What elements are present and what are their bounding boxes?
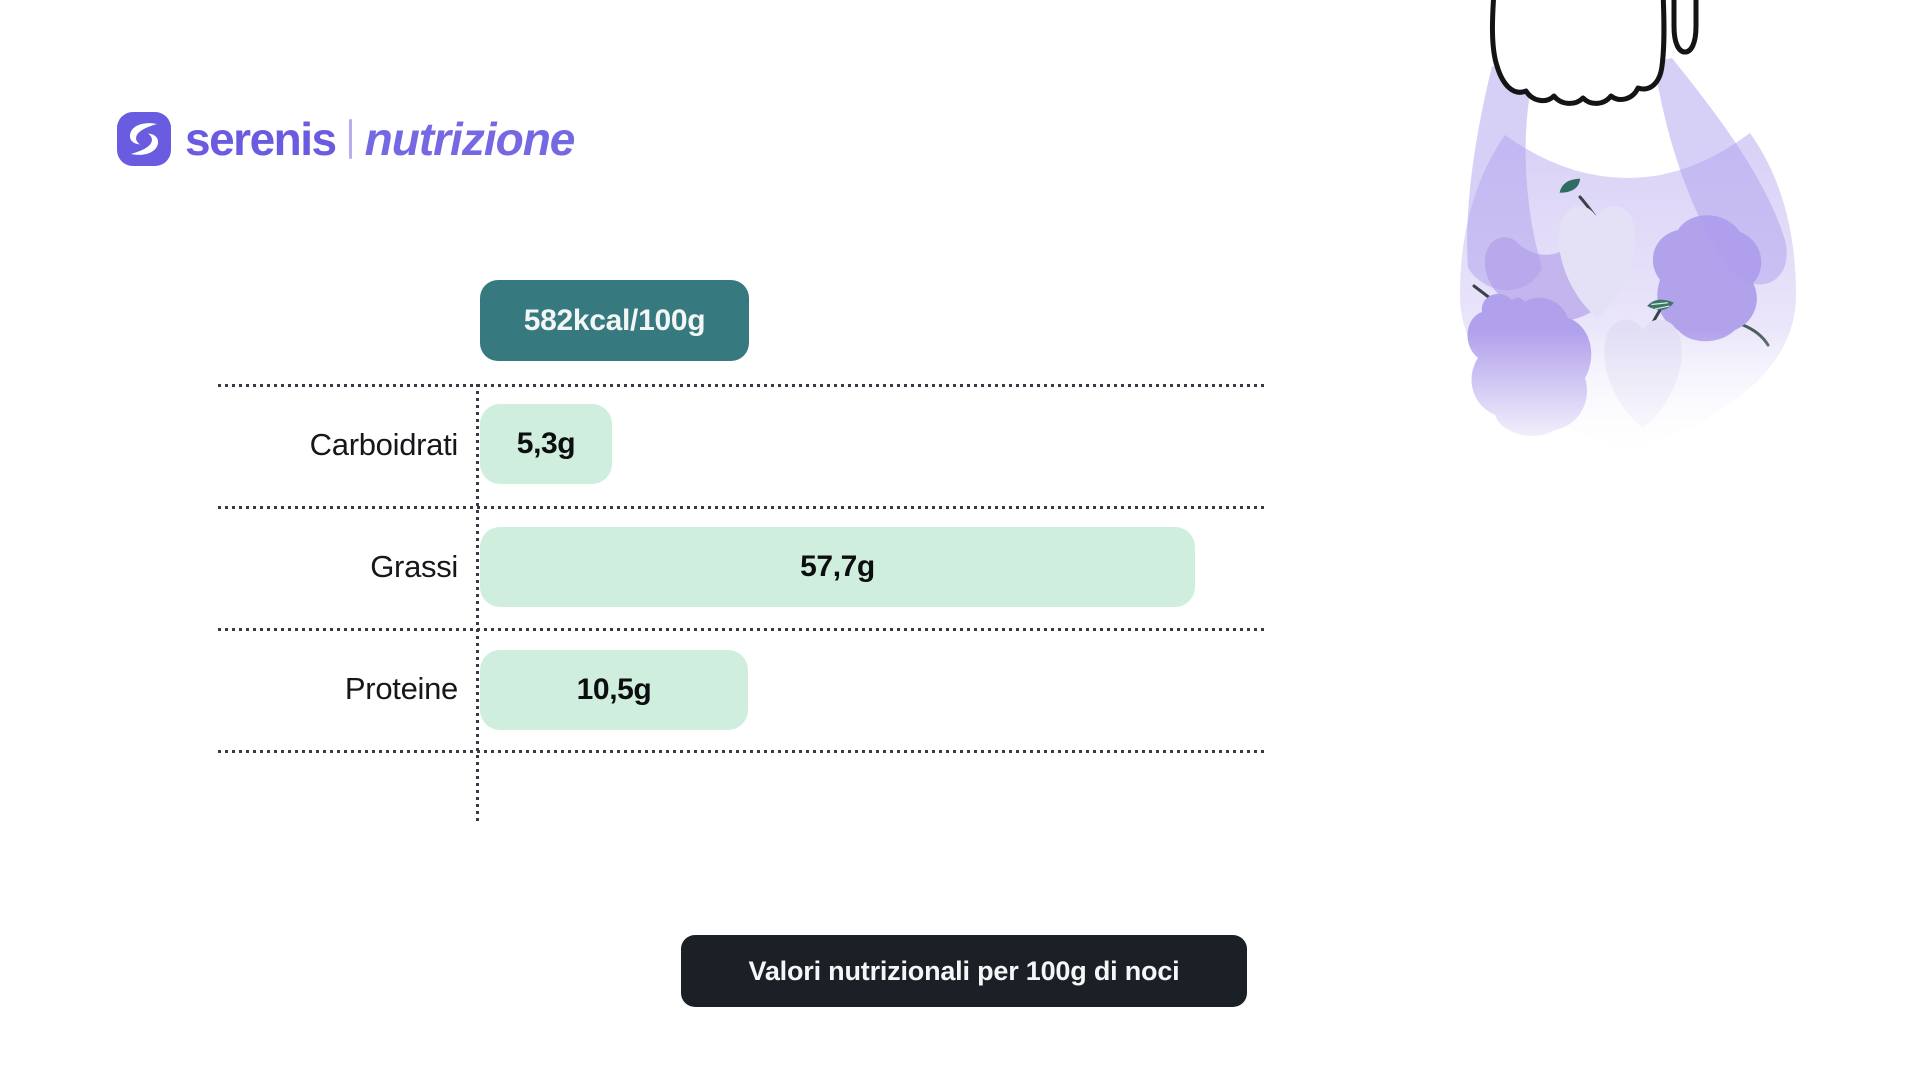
- calories-badge-label: 582kcal/100g: [523, 303, 706, 337]
- bar-grassi: [480, 527, 1195, 607]
- chart-title: Valori nutrizionali per 100g di noci: [748, 955, 1180, 986]
- chart-title-badge: [681, 935, 1247, 1007]
- category-label-carboidrati: Carboidrati: [309, 427, 458, 462]
- grid-line-bottom: [218, 750, 1268, 753]
- calories-badge: [480, 280, 749, 361]
- category-label-proteine: Proteine: [344, 671, 458, 706]
- bar-value-grassi: 57,7g: [800, 550, 875, 583]
- bar-proteine: [480, 650, 748, 730]
- brand-name: serenis: [185, 113, 336, 165]
- hand-finger-loop-icon: [1674, 0, 1696, 52]
- bar-value-carboidrati: 5,3g: [516, 427, 576, 460]
- logo-divider: [349, 119, 352, 159]
- bag-fade: [1450, 330, 1810, 480]
- bar-value-proteine: 10,5g: [576, 673, 652, 706]
- grid-baseline-vertical: [476, 384, 479, 822]
- category-label-grassi: Grassi: [370, 549, 458, 584]
- product-name: nutrizione: [364, 113, 575, 165]
- serenis-s-icon: [117, 112, 171, 166]
- bar-carboidrati: [480, 404, 612, 484]
- serenis-logo: [117, 112, 574, 166]
- fruit-bag-illustration: [1450, 0, 1810, 480]
- hand-icon: [1492, 0, 1664, 103]
